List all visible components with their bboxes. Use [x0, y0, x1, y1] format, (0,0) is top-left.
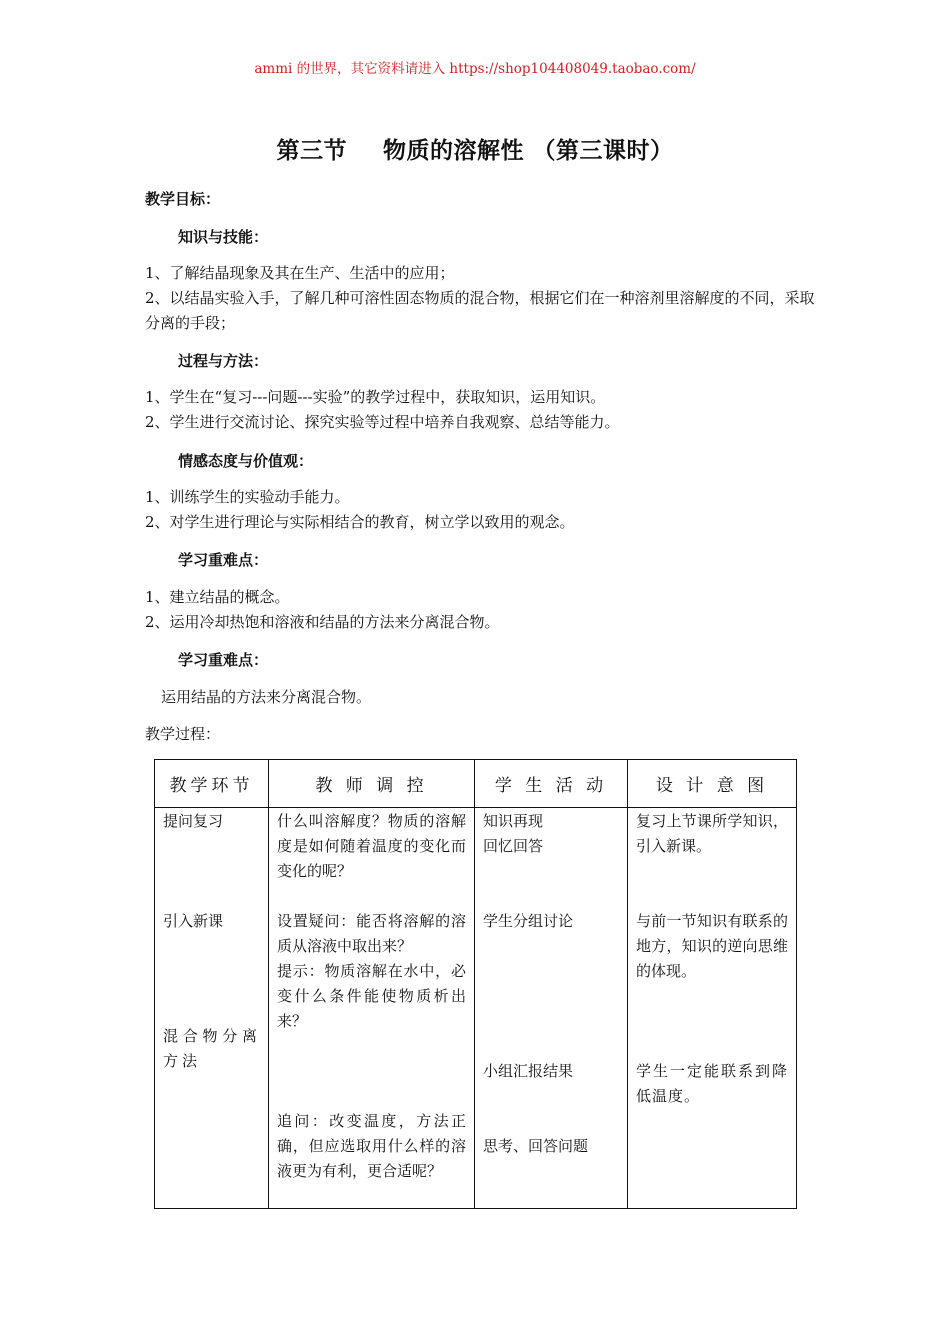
process-item: 2、学生进行交流讨论、探究实验等过程中培养自我观察、总结等能力。	[145, 413, 620, 431]
attitude-item: 1、训练学生的实验动手能力。	[145, 488, 350, 506]
knowledge-item: 1、了解结晶现象及其在生产、生活中的应用；	[145, 264, 455, 282]
process-label: 教学过程：	[145, 725, 221, 743]
teacher-hint: 提示：物质溶解在水中，必变什么条件能使物质析出来？	[277, 962, 466, 1030]
design-review: 复习上节课所学知识，引入新课。	[636, 812, 788, 855]
process-heading: 过程与方法：	[178, 352, 269, 370]
stage-intro: 引入新课	[163, 912, 224, 930]
teacher-question: 设置疑问：能否将溶解的溶质从溶液中取出来？	[277, 912, 466, 955]
knowledge-item: 2、以结晶实验入手，了解几种可溶性固态物质的混合物，根据它们在一种溶剂里溶解度的不同，采取分离的手段；	[145, 289, 815, 332]
design-intro: 与前一节知识有联系的地方，知识的逆向思维的体现。	[636, 912, 788, 980]
key-point-item: 1、建立结晶的概念。	[145, 588, 290, 606]
student-report: 小组汇报结果	[483, 1062, 574, 1080]
student-think: 思考、回答问题	[483, 1137, 589, 1155]
knowledge-heading: 知识与技能：	[178, 228, 269, 246]
process-item: 1、学生在“复习---问题---实验”的教学过程中，获取知识，运用知识。	[145, 388, 606, 406]
stage-cell	[155, 808, 269, 1209]
difficult-points-text: 运用结晶的方法来分离混合物。	[161, 688, 372, 706]
difficult-points-heading: 学习重难点：	[178, 651, 269, 669]
design-separation: 学生一定能联系到降低温度。	[636, 1062, 788, 1105]
header-student: 学 生 活 动	[475, 760, 628, 808]
student-answer: 回忆回答	[483, 837, 544, 855]
teacher-followup: 追问：改变温度，方法正确，但应选取用什么样的溶液更为有利，更合适呢？	[277, 1112, 466, 1180]
header-teacher: 教 师 调 控	[269, 760, 475, 808]
student-discuss: 学生分组讨论	[483, 912, 574, 930]
design-cell	[628, 808, 797, 1209]
table-header-row	[155, 760, 797, 808]
key-points-heading: 学习重难点：	[178, 551, 269, 569]
teaching-process-table	[154, 759, 797, 1209]
header-stage: 教学环节	[155, 760, 269, 808]
attitude-item: 2、对学生进行理论与实际相结合的教育，树立学以致用的观念。	[145, 513, 575, 531]
student-recall: 知识再现	[483, 812, 544, 830]
title-section: 第三节	[276, 137, 347, 164]
header-link[interactable]: ammi 的世界，其它资料请进入 https://shop104408049.taobao.com/	[254, 61, 696, 77]
table-row	[155, 808, 797, 1209]
page-title	[0, 132, 950, 165]
header-design: 设 计 意 图	[628, 760, 797, 808]
stage-separation: 混合物分离方法	[163, 1027, 261, 1070]
stage-review: 提问复习	[163, 812, 224, 830]
teacher-review: 什么叫溶解度？物质的溶解度是如何随着温度的变化而变化的呢？	[277, 812, 466, 880]
student-cell	[475, 808, 628, 1209]
title-topic: 物质的溶解性 （第三课时）	[382, 137, 674, 164]
teacher-cell	[269, 808, 475, 1209]
key-point-item: 2、运用冷却热饱和溶液和结晶的方法来分离混合物。	[145, 613, 500, 631]
objectives-heading: 教学目标：	[145, 190, 221, 208]
attitude-heading: 情感态度与价值观：	[178, 452, 314, 470]
